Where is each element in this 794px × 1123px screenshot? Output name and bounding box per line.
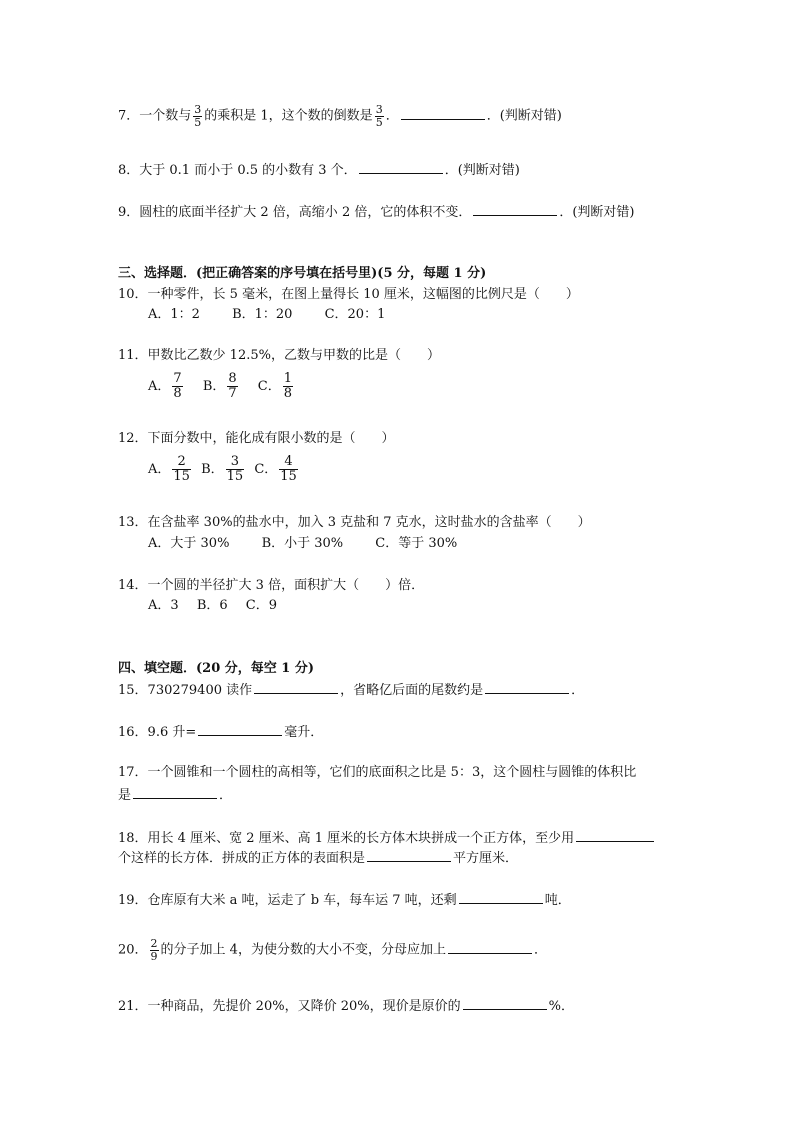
question-17: 17．一个圆锥和一个圆柱的高相等，它们的底面积之比是 5：3，这个圆柱与圆锥的体积比 — [118, 765, 637, 780]
option-b[interactable]: B．6 — [196, 598, 228, 613]
answer-blank[interactable] — [473, 202, 557, 216]
question-18: 18．用长 4 厘米、宽 2 厘米、高 1 厘米的长方体木块拼成一个正方体，至少用 — [118, 828, 656, 848]
option-b[interactable]: B．小于 30% — [261, 536, 344, 551]
answer-blank[interactable] — [367, 848, 451, 862]
option-a[interactable]: A． $\frac{7}{8}$ — [148, 371, 182, 401]
answer-blank[interactable] — [463, 996, 547, 1010]
question-21: 21．一种商品，先提价 20%，又降价 20%，现价是原价的 %． — [118, 996, 574, 1016]
question-11-options — [148, 372, 295, 400]
question-15: 15．730279400 读作 ，省略亿后面的尾数约是 ． — [118, 680, 584, 700]
question-13: 13．在含盐率 30%的盐水中，加入 3 克盐和 7 克水，这时盐水的含盐率（ ） — [118, 515, 591, 530]
answer-blank[interactable] — [133, 785, 217, 799]
answer-blank[interactable] — [576, 828, 654, 842]
question-20: 20． $\frac{2}{9}$ 的分子加上 4，为使分数的大小不变，分母应加上 ． — [118, 937, 547, 963]
section-4-heading: 四、填空题．(20 分，每空 1 分) — [118, 661, 315, 676]
option-b[interactable]: B． $\frac{8}{7}$ — [202, 371, 237, 401]
question-11: 11．甲数比乙数少 12.5%，乙数与甲数的比是（ ） — [118, 348, 440, 363]
question-8: 8．大于 0.1 而小于 0.5 的小数有 3 个． ．(判断对错) — [118, 160, 520, 180]
option-c[interactable]: C．等于 30% — [375, 536, 458, 551]
question-10: 10．一种零件，长 5 毫米，在图上量得长 10 厘米，这幅图的比例尺是（ ） — [118, 287, 579, 302]
answer-blank[interactable] — [198, 722, 282, 736]
question-12-options — [148, 455, 300, 483]
option-a[interactable]: A． $\frac{2}{15}$ — [148, 454, 190, 484]
question-9: 9．圆柱的底面半径扩大 2 倍，高缩小 2 倍，它的体积不变． ．(判断对错) — [118, 202, 635, 222]
fraction-3-5-reciprocal: $\frac{3}{5}$ — [375, 103, 383, 129]
option-b[interactable]: B．1：20 — [232, 307, 293, 322]
option-a[interactable]: A．1：2 — [148, 307, 200, 322]
fraction-3-5: $\frac{3}{5}$ — [194, 103, 202, 129]
question-14-options — [148, 597, 277, 615]
answer-blank[interactable] — [485, 680, 569, 694]
answer-blank[interactable] — [359, 160, 443, 174]
answer-blank[interactable] — [459, 890, 543, 904]
question-10-options — [148, 306, 385, 324]
question-12: 12．下面分数中，能化成有限小数的是（ ） — [118, 431, 395, 446]
option-a[interactable]: A．大于 30% — [148, 536, 230, 551]
option-c[interactable]: C．20：1 — [324, 307, 386, 322]
question-19: 19．仓库原有大米 a 吨，运走了 b 车，每车运 7 吨，还剩 吨． — [118, 890, 571, 910]
answer-blank[interactable] — [401, 106, 485, 120]
question-13-options — [148, 535, 457, 553]
question-18-cont: 个这样的长方体．拼成的正方体的表面积是 平方厘米． — [118, 848, 518, 868]
question-7: 7．一个数与 $\frac{3}{5}$ 的乘积是 1，这个数的倒数是 $\frac{3}{5}$ ． ．(判断对错) — [118, 103, 562, 129]
section-3-heading: 三、选择题．(把正确答案的序号填在括号里)(5 分，每题 1 分) — [118, 266, 487, 281]
question-16: 16．9.6 升= 毫升． — [118, 722, 323, 742]
answer-blank[interactable] — [448, 940, 532, 954]
question-17-cont: 是 ． — [118, 785, 232, 805]
fraction-2-9: $\frac{2}{9}$ — [150, 937, 158, 963]
option-c[interactable]: C． $\frac{1}{8}$ — [257, 371, 293, 401]
option-b[interactable]: B． $\frac{3}{15}$ — [201, 454, 244, 484]
option-c[interactable]: C．9 — [245, 598, 277, 613]
option-a[interactable]: A．3 — [148, 598, 179, 613]
answer-blank[interactable] — [254, 680, 338, 694]
option-c[interactable]: C． $\frac{4}{15}$ — [254, 454, 297, 484]
question-14: 14．一个圆的半径扩大 3 倍，面积扩大（ ）倍． — [118, 578, 425, 593]
